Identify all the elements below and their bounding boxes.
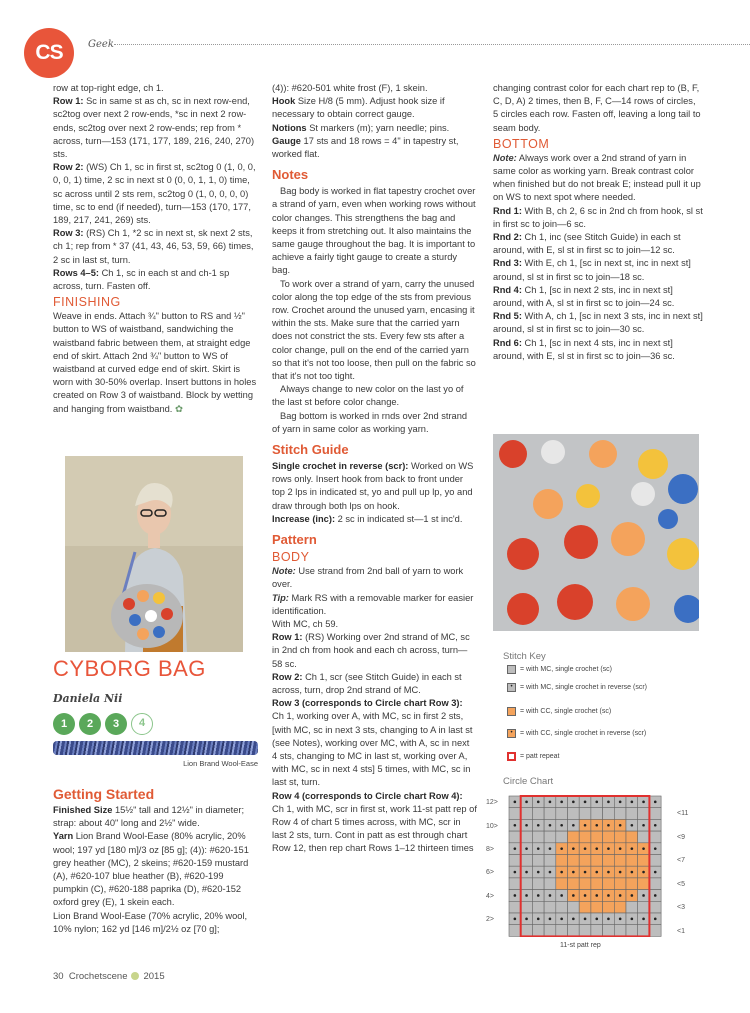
chart-cell <box>614 925 626 937</box>
body-row-1: Row 1: (RS) Working over 2nd strand of MC, sc in 2nd ch from hook and each ch across, turn—58 sc. <box>272 632 470 669</box>
chart-cell <box>532 855 544 867</box>
notions-info: Notions St markers (m); yarn needle; pins. <box>272 122 450 133</box>
chart-cell <box>603 901 615 913</box>
chart-cell <box>626 925 638 937</box>
chart-cell <box>568 901 580 913</box>
chart-scr-dot <box>654 894 657 897</box>
yarn-info: Yarn Lion Brand Wool-Ease (80% acrylic, 20% wool; 197 yd [180 m]/3 oz [85 g]; (4)): #620-151 grey heather (MC), 2 skeins; #620-159 mustard (A), #620-107 blue heather (B), #620-199 pumpkin (C), #620-188 paprika (D), #620-152 oxford grey (E), 1 skein each. <box>53 831 249 908</box>
chart-cell <box>614 901 626 913</box>
chart-label-row-4: 4> <box>486 893 494 900</box>
column-1 <box>53 82 258 416</box>
cc-sc-swatch <box>507 707 516 716</box>
col1-intro: row at top-right edge, ch 1. <box>53 83 164 93</box>
chart-scr-dot <box>549 894 552 897</box>
chart-cell <box>521 831 533 843</box>
chart-cell <box>603 808 615 820</box>
body-row-3-text: Ch 1, working over A, with MC, sc in first 2 sts, [with MC, sc in next 3 sts, changing to A in last st (see Notes), working over MC, with A, sc in next 4 sts, changing to MC in last st, working over A, with MC, sc in next 4 sts] 5 times, with MC, sc in last st, turn. <box>272 711 473 788</box>
chart-cell <box>509 925 521 937</box>
chart-cell <box>556 831 568 843</box>
finishing-heading: FINISHING <box>53 295 121 310</box>
chart-scr-dot <box>560 894 563 897</box>
rnd-2: Rnd 2: Ch 1, inc (see Stitch Guide) in each st around, with E, sl st in first sc to join—12 sc. <box>493 232 681 256</box>
body-heading: BODY <box>272 550 310 565</box>
finishing-text: Weave in ends. Attach ¾" button to RS and ½" button to WS of waistband, sandwiching the waistband fabric between them, at straight edge end of skirt. Attach 2nd ¾" button to WS of waistband at curved edge end of skirt. Skirt is worn with 30-50% overlap. Insert buttons in holes created on Row 3 of waistband. Block by wetting and hanging from waistband. ✿ <box>53 311 257 414</box>
chart-cell <box>649 831 661 843</box>
chart-label-row-7: <7 <box>677 857 685 864</box>
chart-cell <box>556 878 568 890</box>
chart-cell <box>509 855 521 867</box>
chart-cell <box>614 855 626 867</box>
body-row-4-text: Ch 1, with MC, scr in first st, work 11-st patt rep of Row 4 of chart 5 times across, with MC, scr in last 2 sts, turn. Cont in patt as est through chart Row 12, then rep chart Rows 1–12 thirteen times <box>272 803 477 854</box>
chart-scr-dot <box>654 801 657 804</box>
notes-4: Bag bottom is worked in rnds over 2nd strand of yarn in same color as working yarn. <box>272 410 468 434</box>
chart-cell <box>568 808 580 820</box>
chart-cell <box>626 855 638 867</box>
chart-scr-dot <box>607 894 610 897</box>
yarn-swatch <box>53 741 258 755</box>
chart-scr-dot <box>619 801 622 804</box>
chart-cell <box>626 901 638 913</box>
chart-cell <box>509 878 521 890</box>
magazine-logo: CS <box>24 28 74 78</box>
chart-cell <box>544 878 556 890</box>
chart-cell <box>544 855 556 867</box>
rnd-4: Rnd 4: Ch 1, [sc in next 2 sts, inc in next st] around, with A, sl st in first sc to join—24 sc. <box>493 284 675 309</box>
chart-cell <box>556 808 568 820</box>
chart-scr-dot <box>514 871 517 874</box>
chart-cell <box>591 855 603 867</box>
chart-scr-dot <box>572 824 575 827</box>
chart-scr-dot <box>654 871 657 874</box>
chart-cell <box>649 808 661 820</box>
chart-scr-dot <box>537 918 540 921</box>
mc-sc-swatch <box>507 665 516 674</box>
chart-cell <box>568 855 580 867</box>
chart-scr-dot <box>537 894 540 897</box>
chart-cell <box>603 855 615 867</box>
chart-cell <box>579 808 591 820</box>
bag-closeup-photo <box>493 434 699 631</box>
body-row-2: Row 2: Ch 1, scr (see Stitch Guide) in each st across, turn, drop 2nd strand of MC. <box>272 671 462 695</box>
level-4-icon: 4 <box>131 713 153 735</box>
chart-label-row-10: 10> <box>486 823 498 830</box>
finished-size: Finished Size 15½" tall and 12½" in diameter; strap: about 40" long and 2½" wide. <box>53 805 245 829</box>
chart-cell <box>638 878 650 890</box>
chart-cell <box>556 901 568 913</box>
chart-cell <box>556 855 568 867</box>
chart-scr-dot <box>537 847 540 850</box>
chart-scr-dot <box>595 918 598 921</box>
chart-label-row-12: 12> <box>486 799 498 806</box>
pattern-title: CYBORG BAG <box>53 656 206 681</box>
chart-cell <box>556 925 568 937</box>
stitch-guide-heading: Stitch Guide <box>272 442 349 458</box>
chart-scr-dot <box>584 847 587 850</box>
chart-scr-dot <box>560 801 563 804</box>
chart-scr-dot <box>619 871 622 874</box>
chart-scr-dot <box>595 824 598 827</box>
chart-scr-dot <box>572 871 575 874</box>
chart-scr-dot <box>525 824 528 827</box>
chart-scr-dot <box>584 894 587 897</box>
chart-scr-dot <box>549 847 552 850</box>
body-tip: Tip: Mark RS with a removable marker for easier identification. <box>272 592 474 616</box>
chart-scr-dot <box>654 918 657 921</box>
chart-scr-dot <box>584 824 587 827</box>
rows-4-5: Rows 4–5: Ch 1, sc in each st and ch-1 sp across, turn. Fasten off. <box>53 267 230 292</box>
chart-right-labels <box>677 795 701 937</box>
chart-scr-dot <box>514 918 517 921</box>
chart-cell <box>626 831 638 843</box>
chart-cell <box>614 878 626 890</box>
level-1-icon: 1 <box>53 713 75 735</box>
chart-scr-dot <box>549 871 552 874</box>
chart-scr-dot <box>631 918 634 921</box>
stitch-key-title: Stitch Key <box>503 651 546 662</box>
rnd-6: Rnd 6: Ch 1, [sc in next 4 sts, inc in next st] around, with E, sl st in first sc to join—36 sc. <box>493 337 675 361</box>
chart-scr-dot <box>642 801 645 804</box>
row-1: Row 1: Sc in same st as ch, sc in next row-end, sc2tog over next 2 row-ends, *sc in next 2 row-ends, sc2tog over next 2 row-ends; rep from * across, turn—153 (171, 177, 189, 216, 240, 270) sts. <box>53 96 255 160</box>
chart-scr-dot <box>595 894 598 897</box>
chart-scr-dot <box>549 801 552 804</box>
chart-scr-dot <box>595 871 598 874</box>
patt-repeat-swatch <box>507 752 516 761</box>
chart-scr-dot <box>537 824 540 827</box>
chart-scr-dot <box>584 918 587 921</box>
circle-chart <box>508 795 678 941</box>
chart-scr-dot <box>642 871 645 874</box>
chart-scr-dot <box>584 871 587 874</box>
chart-scr-dot <box>514 847 517 850</box>
row-3: Row 3: (RS) Ch 1, *2 sc in next st, sk next 2 sts, ch 1; rep from * 37 (41, 43, 46, 53, 59, 66) times, 2 sc in last st, turn. <box>53 228 254 265</box>
chart-cell <box>649 925 661 937</box>
chart-cell <box>649 901 661 913</box>
body-cont: changing contrast color for each chart rep to (B, F, C, D, A) 2 times, then B, F, C—14 rows of circles, 5 circles each row. Fasten off, leaving a long tail to seam body. <box>493 83 701 133</box>
rnd-5: Rnd 5: With A, ch 1, [sc in next 3 sts, inc in next st] around, sl st in first sc to join—30 sc. <box>493 311 703 335</box>
chart-cell <box>521 855 533 867</box>
chart-cell <box>532 901 544 913</box>
chart-cell <box>509 808 521 820</box>
chart-cell <box>603 878 615 890</box>
chart-scr-dot <box>572 894 575 897</box>
chart-scr-dot <box>584 801 587 804</box>
pattern-heading: Pattern <box>272 532 317 548</box>
publication-year: 2015 <box>143 971 165 982</box>
chart-cell <box>579 878 591 890</box>
chart-cell <box>638 855 650 867</box>
notes-2: To work over a strand of yarn, carry the unused color along the top edge of the sts from previous row. Crochet around the unused yarn, encasing it within the sts. Make sure that the carried yarn does not constrict the sts. Every few sts after a color change, pull on the end of the carried yarn so that it's not too loose, then pull on the fabric so that it's not too tight. <box>272 278 476 382</box>
footer-dot-icon <box>131 972 139 980</box>
chart-cell <box>532 808 544 820</box>
mc-scr-swatch: • <box>507 683 516 692</box>
chart-scr-dot <box>549 918 552 921</box>
rnd-3: Rnd 3: With E, ch 1, [sc in next st, inc in next st] around, sl st in first sc to join—18 sc. <box>493 258 691 282</box>
rnd-1: Rnd 1: With B, ch 2, 6 sc in 2nd ch from hook, sl st in first sc to join—6 sc. <box>493 205 703 229</box>
chart-cell <box>638 831 650 843</box>
chart-cell <box>509 831 521 843</box>
model-photo <box>65 456 243 652</box>
chart-cell <box>532 925 544 937</box>
body-row-4-head: Row 4 (corresponds to Circle chart Row 4): <box>272 790 463 801</box>
yarn-info-2: Lion Brand Wool-Ease (70% acrylic, 20% wool, 10% nylon; 162 yd [146 m]/2½ oz [70 g]; <box>53 910 248 934</box>
body-row-3-head: Row 3 (corresponds to Circle chart Row 3): <box>272 698 463 709</box>
chart-cell <box>591 808 603 820</box>
notes-heading: Notes <box>272 167 309 183</box>
chart-cell <box>509 901 521 913</box>
chart-cell <box>591 925 603 937</box>
chart-scr-dot <box>607 847 610 850</box>
designer-name: Daniela Nii <box>53 692 123 705</box>
chart-cell <box>579 925 591 937</box>
chart-label-row-3: <3 <box>677 904 685 911</box>
chart-label-row-1: <1 <box>677 928 685 935</box>
chart-scr-dot <box>525 801 528 804</box>
chart-scr-dot <box>525 918 528 921</box>
bottom-note: Note: Always work over a 2nd strand of yarn in same color as working yarn. Break contrast color when finished but do not break E; instead pull it up on WS to next spot where needed. <box>493 152 701 203</box>
chart-scr-dot <box>607 871 610 874</box>
chart-cell <box>579 901 591 913</box>
getting-started-heading: Getting Started <box>53 786 155 802</box>
end-mark-icon: ✿ <box>174 403 183 414</box>
gauge-info: Gauge 17 sts and 18 rows = 4" in tapestry st, worked flat. <box>272 135 459 160</box>
chart-cell <box>649 878 661 890</box>
chart-cell <box>568 831 580 843</box>
chart-scr-dot <box>607 918 610 921</box>
chart-scr-dot <box>537 871 540 874</box>
scr-definition: Single crochet in reverse (scr): Worked on WS rows only. Insert hook from back to front under top 2 lps in indicated st, yo and pull up lp, yo and draw through both lps on hook. <box>272 461 474 511</box>
chart-cell <box>614 831 626 843</box>
chart-scr-dot <box>525 847 528 850</box>
chart-scr-dot <box>560 824 563 827</box>
chart-cell <box>638 808 650 820</box>
with-mc: With MC, ch 59. <box>272 618 339 629</box>
chart-cell <box>626 808 638 820</box>
chart-scr-dot <box>560 918 563 921</box>
chart-label-row-8: 8> <box>486 846 494 853</box>
chart-cell <box>649 855 661 867</box>
chart-cell <box>521 808 533 820</box>
chart-cell <box>544 808 556 820</box>
chart-cell <box>544 901 556 913</box>
chart-cell <box>638 925 650 937</box>
chart-scr-dot <box>514 894 517 897</box>
chart-scr-dot <box>560 847 563 850</box>
bottom-heading: BOTTOM <box>493 136 550 151</box>
chart-cell <box>532 831 544 843</box>
circle-chart-grid <box>508 795 678 937</box>
notes-1: Bag body is worked in flat tapestry crochet over a strand of yarn, even when working rows without color changes. This strengthens the bag and keeps it from stretching out. It also maintains the same gauge throughout the bag. It is important to achieve a fairly tight gauge to create a sturdy bag. <box>272 186 476 276</box>
inc-definition: Increase (inc): 2 sc in indicated st—1 st inc'd. <box>272 513 463 524</box>
chart-label-row-5: <5 <box>677 881 685 888</box>
chart-cell <box>591 831 603 843</box>
chart-cell <box>521 925 533 937</box>
page-footer <box>53 970 165 983</box>
hook-info: Hook Size H/8 (5 mm). Adjust hook size if necessary to obtain correct gauge. <box>272 96 445 120</box>
chart-scr-dot <box>514 824 517 827</box>
chart-label-row-6: 6> <box>486 869 494 876</box>
chart-label-row-9: <9 <box>677 834 685 841</box>
row-2: Row 2: (WS) Ch 1, sc in first st, sc2tog 0 (1, 0, 0, 0, 0, 1) time, 2 sc in next st 0 (0, 0, 1, 1, 0) time, sc across until 2 sts rem, sc2tog 0 (1, 0, 0, 0, 0) time, sc to end (if needed), turn—153 (170, 177, 189, 217, 241, 269) sts. <box>53 162 256 226</box>
chart-scr-dot <box>607 824 610 827</box>
chart-label-row-11: <11 <box>677 810 689 817</box>
chart-cell <box>638 901 650 913</box>
chart-scr-dot <box>654 847 657 850</box>
column-3 <box>493 82 703 363</box>
chart-scr-dot <box>642 847 645 850</box>
chart-cell <box>603 925 615 937</box>
chart-scr-dot <box>631 801 634 804</box>
chart-cell <box>544 831 556 843</box>
chart-scr-dot <box>619 824 622 827</box>
chart-cell <box>532 878 544 890</box>
chart-scr-dot <box>549 824 552 827</box>
chart-label-row-2: 2> <box>486 916 494 923</box>
level-2-icon: 2 <box>79 713 101 735</box>
publication-name: Crochetscene <box>68 971 128 982</box>
chart-scr-dot <box>619 918 622 921</box>
chart-scr-dot <box>631 847 634 850</box>
getting-started <box>53 780 258 936</box>
circle-chart-title: Circle Chart <box>503 776 554 787</box>
section-label: Geek <box>88 39 114 50</box>
chart-scr-dot <box>642 894 645 897</box>
chart-scr-dot <box>572 918 575 921</box>
page-number: 30 <box>53 971 64 982</box>
skill-levels <box>53 713 153 735</box>
chart-scr-dot <box>595 847 598 850</box>
chart-scr-dot <box>619 894 622 897</box>
level-3-icon: 3 <box>105 713 127 735</box>
chart-scr-dot <box>631 894 634 897</box>
chart-cell <box>579 855 591 867</box>
chart-cell <box>591 901 603 913</box>
cc-scr-swatch: • <box>507 729 516 738</box>
chart-cell <box>626 878 638 890</box>
chart-scr-dot <box>514 801 517 804</box>
chart-scr-dot <box>642 824 645 827</box>
chart-left-labels <box>486 795 506 937</box>
chart-cell <box>568 925 580 937</box>
chart-scr-dot <box>607 801 610 804</box>
yarn-swatch-label: Lion Brand Wool-Ease <box>183 759 258 768</box>
chart-scr-dot <box>631 824 634 827</box>
header-divider <box>114 44 750 45</box>
chart-cell <box>521 878 533 890</box>
body-note: Note: Use strand from 2nd ball of yarn to work over. <box>272 566 464 590</box>
chart-cell <box>591 878 603 890</box>
chart-cell <box>568 878 580 890</box>
yarn-cont: (4)): #620-501 white frost (F), 1 skein. <box>272 83 428 93</box>
chart-scr-dot <box>572 801 575 804</box>
chart-scr-dot <box>525 871 528 874</box>
chart-footer: 11-st patt rep <box>560 942 601 949</box>
column-2 <box>272 82 477 856</box>
chart-scr-dot <box>619 847 622 850</box>
chart-scr-dot <box>560 871 563 874</box>
chart-scr-dot <box>631 871 634 874</box>
chart-cell <box>521 901 533 913</box>
chart-scr-dot <box>525 894 528 897</box>
chart-cell <box>544 925 556 937</box>
notes-3: Always change to new color on the last yo of the last st before color change. <box>272 384 464 408</box>
chart-scr-dot <box>537 801 540 804</box>
chart-cell <box>603 831 615 843</box>
chart-scr-dot <box>642 918 645 921</box>
chart-scr-dot <box>654 824 657 827</box>
chart-scr-dot <box>572 847 575 850</box>
chart-scr-dot <box>595 801 598 804</box>
chart-cell <box>579 831 591 843</box>
chart-cell <box>614 808 626 820</box>
